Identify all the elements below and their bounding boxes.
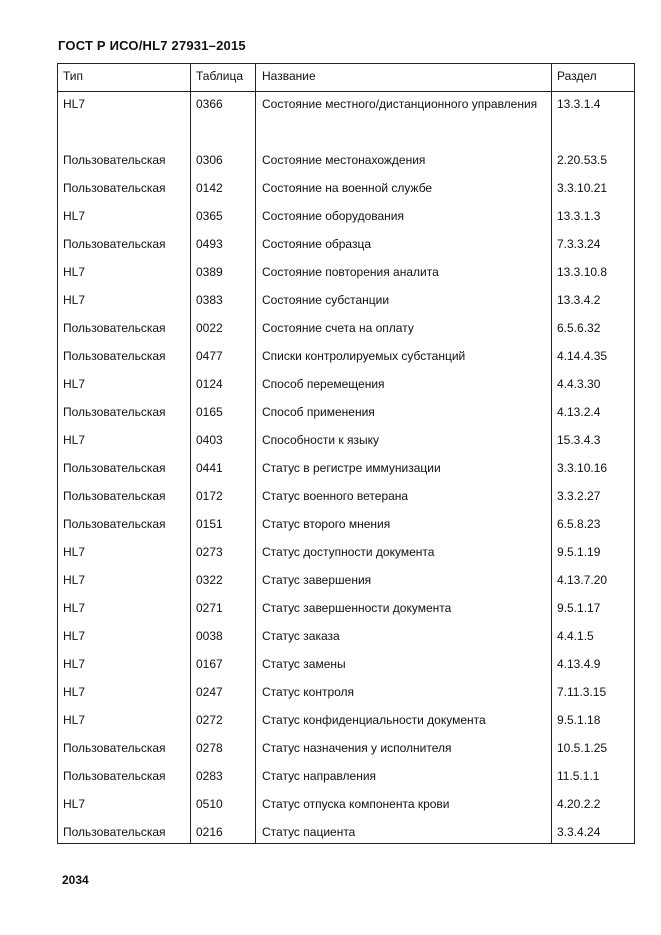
table-row [58,433,634,461]
cell-type: HL7 [63,713,86,727]
cell-type: HL7 [63,629,86,643]
cell-type: HL7 [63,573,86,587]
cell-type: HL7 [63,601,86,615]
table-row [58,629,634,657]
table-row [58,209,634,237]
cell-type: HL7 [63,265,86,279]
cell-table-code: 0273 [196,545,223,559]
cell-table-code: 0165 [196,405,223,419]
cell-name: Состояние местонахождения [262,153,426,167]
cell-table-code: 0389 [196,265,223,279]
table-row [58,237,634,265]
table-row [58,685,634,713]
column-header-name: Название [262,69,316,83]
cell-name: Статус в регистре иммунизации [262,461,441,475]
table-row [58,573,634,601]
cell-section: 9.5.1.17 [557,601,601,615]
table-row [58,377,634,405]
cell-type: Пользовательская [63,741,166,755]
cell-section: 4.13.2.4 [557,405,601,419]
cell-type: Пользовательская [63,181,166,195]
cell-type: Пользовательская [63,321,166,335]
cell-type: Пользовательская [63,349,166,363]
cell-type: HL7 [63,657,86,671]
cell-section: 10.5.1.25 [557,741,608,755]
page-number: 2034 [62,873,89,887]
cell-section: 4.13.7.20 [557,573,608,587]
cell-type: Пользовательская [63,461,166,475]
cell-section: 3.3.10.16 [557,461,608,475]
cell-name: Состояние образца [262,237,372,251]
cell-name: Состояние повторения аналита [262,265,439,279]
cell-type: HL7 [63,545,86,559]
cell-table-code: 0151 [196,517,223,531]
cell-section: 3.3.2.27 [557,489,601,503]
cell-name: Состояние счета на оплату [262,321,414,335]
table-row [58,657,634,685]
column-header-section: Раздел [557,69,597,83]
cell-section: 11.5.1.1 [557,769,600,783]
cell-section: 4.4.1.5 [557,629,594,643]
cell-table-code: 0247 [196,685,223,699]
column-header-type: Тип [63,69,84,83]
cell-name: Состояние субстанции [262,293,390,307]
document-header: ГОСТ Р ИСО/HL7 27931–2015 [58,38,246,53]
cell-section: 2.20.53.5 [557,153,608,167]
cell-table-code: 0403 [196,433,223,447]
cell-section: 13.3.1.3 [557,209,601,223]
cell-table-code: 0216 [196,825,223,839]
cell-table-code: 0038 [196,629,223,643]
cell-name: Состояние местного/дистанционного управления [262,97,538,111]
cell-name: Статус контроля [262,685,355,699]
table-row [58,545,634,573]
cell-type: Пользовательская [63,489,166,503]
cell-type: HL7 [63,209,86,223]
table-row [58,601,634,629]
cell-type: Пользовательская [63,405,166,419]
cell-type: HL7 [63,293,86,307]
cell-table-code: 0283 [196,769,223,783]
cell-name: Статус отпуска компонента крови [262,797,450,811]
table-row [58,797,634,825]
cell-type: HL7 [63,97,86,111]
cell-name: Статус завершенности документа [262,601,452,615]
cell-name: Статус замены [262,657,346,671]
cell-table-code: 0124 [196,377,223,391]
cell-table-code: 0022 [196,321,223,335]
table-row [58,517,634,545]
table-row [58,349,634,377]
cell-table-code: 0477 [196,349,223,363]
table-row [58,769,634,797]
cell-name: Статус второго мнения [262,517,391,531]
cell-section: 13.3.1.4 [557,97,601,111]
cell-section: 7.11.3.15 [557,685,607,699]
table-row [58,265,634,293]
table-row [58,461,634,489]
cell-type: Пользовательская [63,769,166,783]
cell-table-code: 0493 [196,237,223,251]
cell-section: 6.5.8.23 [557,517,601,531]
cell-section: 6.5.6.32 [557,321,601,335]
cell-table-code: 0278 [196,741,223,755]
cell-name: Состояние оборудования [262,209,404,223]
cell-table-code: 0172 [196,489,223,503]
table-row [58,825,634,853]
cell-name: Статус завершения [262,573,372,587]
cell-table-code: 0306 [196,153,223,167]
cell-section: 13.3.4.2 [557,293,601,307]
cell-name: Способ перемещения [262,377,385,391]
cell-section: 9.5.1.18 [557,713,601,727]
cell-table-code: 0366 [196,97,223,111]
cell-name: Статус назначения у исполнителя [262,741,452,755]
cell-type: Пользовательская [63,153,166,167]
cell-section: 15.3.4.3 [557,433,601,447]
cell-section: 9.5.1.19 [557,545,601,559]
cell-name: Статус конфиденциальности документа [262,713,486,727]
table-row [58,489,634,517]
cell-table-code: 0322 [196,573,223,587]
cell-name: Статус пациента [262,825,356,839]
header-divider [58,91,634,92]
cell-section: 3.3.10.21 [557,181,608,195]
cell-type: Пользовательская [63,517,166,531]
cell-section: 4.14.4.35 [557,349,608,363]
cell-type: HL7 [63,685,86,699]
cell-table-code: 0383 [196,293,223,307]
cell-type: Пользовательская [63,825,166,839]
cell-section: 3.3.4.24 [557,825,601,839]
table-row [58,293,634,321]
cell-name: Статус заказа [262,629,340,643]
table-row [58,181,634,209]
cell-table-code: 0441 [196,461,223,475]
reference-table [57,63,635,844]
cell-table-code: 0271 [196,601,223,615]
table-row [58,321,634,349]
cell-name: Статус военного ветерана [262,489,409,503]
cell-table-code: 0510 [196,797,223,811]
cell-section: 13.3.10.8 [557,265,608,279]
cell-name: Списки контролируемых субстанций [262,349,466,363]
cell-section: 4.4.3.30 [557,377,601,391]
table-row [58,405,634,433]
cell-name: Статус доступности документа [262,545,435,559]
cell-section: 4.13.4.9 [557,657,601,671]
table-row [58,97,634,153]
cell-type: HL7 [63,433,86,447]
cell-section: 7.3.3.24 [557,237,601,251]
cell-name: Статус направления [262,769,377,783]
cell-type: HL7 [63,377,86,391]
cell-section: 4.20.2.2 [557,797,601,811]
table-row [58,713,634,741]
cell-table-code: 0365 [196,209,223,223]
cell-table-code: 0272 [196,713,223,727]
cell-type: Пользовательская [63,237,166,251]
table-row [58,153,634,181]
cell-table-code: 0167 [196,657,223,671]
cell-name: Способности к языку [262,433,379,447]
cell-name: Состояние на военной службе [262,181,433,195]
table-row [58,741,634,769]
cell-type: HL7 [63,797,86,811]
cell-name: Способ применения [262,405,375,419]
column-header-table: Таблица [196,69,244,83]
cell-table-code: 0142 [196,181,223,195]
